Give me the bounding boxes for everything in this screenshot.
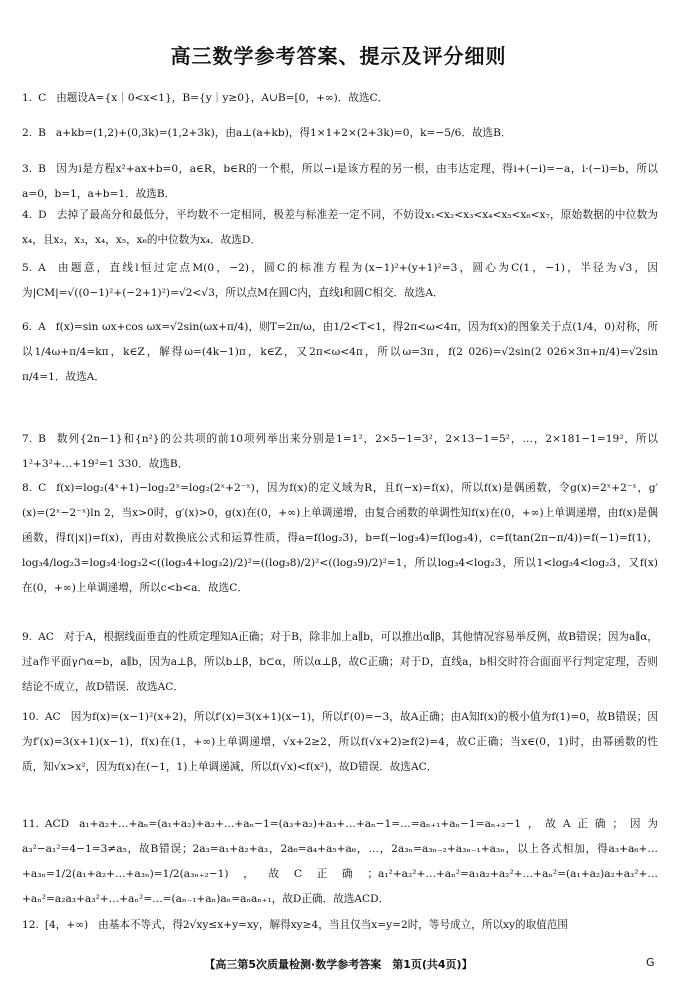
answer-item-3: [22, 157, 658, 207]
answer-item-5: [22, 256, 658, 306]
item-number: 7.: [22, 433, 33, 445]
page-title: 高三数学参考答案、提示及评分细则: [170, 44, 507, 68]
answer-item-10: [22, 705, 658, 780]
item-number: 12.: [22, 919, 39, 931]
item-number: 3.: [22, 163, 33, 175]
item-number: 8.: [22, 482, 33, 494]
item-explanation: 由题意，直线l恒过定点M(0，−2)，圆C的标准方程为(x−1)²+(y+1)²=3，圆心为C(1，−1)，半径为√3，因为|CM|=√((0−1)²+(−2+1)²)=√2<√3，所以点M在圆C内，直线l和圆C相交．故选A．: [22, 262, 658, 299]
item-answer: A: [38, 321, 46, 333]
item-explanation: f(x)=log₂(4ˣ+1)−log₂2ˣ=log₂(2ˣ+2⁻ˣ)，因为f(x)的定义域为R，且f(−x)=f(x)，所以f(x)是偶函数，令g(x)=2ˣ+2⁻ˣ，g′(x)=(2ˣ−2⁻ˣ)ln 2，当x>0时，g′(x)>0，g(x)在(0，+∞)上单调递增，由复合函数的单调性知f(x)在(0，+∞)上单调递增，由f(x)是偶函数，得f(|x|)=f(x)，再由对数换底公式和运算性质，得a=f(log₂3)，b=f(−log₃4)=f(log₃4)，c=f(tan(2π−π/4))=f(−1)=f(1)，log₃4/log₂3=log₃4·log₃2<((log₃4+log₃2)/2)²=((log₃8)/2)²<((log₃9)/2)²=1，所以log₃4<log₂3，所以1<log₃4<log₂3，又f(x)在(0，+∞)上单调递增，所以c<b<a．故选C．: [22, 482, 658, 594]
answer-item-8: [22, 476, 658, 601]
item-explanation: f(x)=sin ωx+cos ωx=√2sin(ωx+π/4)，则T=2π/ω，由1/2<T<1，得2π<ω<4π，因为f(x)的图象关于点(1/4，0)对称，所以1/4ω+π/4=kπ，k∈Z，解得ω=(4k−1)π，k∈Z，又2π<ω<4π，所以ω=3π，f(2 026)=√2sin(2 026×3π+π/4)=√2sin π/4=1．故选A．: [22, 321, 658, 383]
item-answer: B: [38, 433, 46, 445]
item-explanation: 由题设A={x｜0<x<1}，B={y｜y≥0}，A∪B=[0，+∞)．故选C．: [56, 92, 389, 104]
item-explanation: a₁+a₂+…+aₙ=(a₁+a₂)+a₂+…+aₙ−1=(a₃+a₂)+a₃+…+aₙ−1=…=aₙ₊₁+aₙ−1=aₙ₊₂−1，故A正确；因为a₃²−a₁²=4−1=3≠a₅，故B错误；2a₃=a₁+a₂+a₃，2a₆=a₄+a₅+a₆，…，2a₃ₙ=a₃ₙ₋₂+a₃ₙ₋₁+a₃ₙ，以上各式相加，得a₃+a₆+…+a₃ₙ=1/2(a₁+a₂+…+a₃ₙ)=1/2(a₃ₙ₊₂−1)，故C正确；a₁²+a₂²+…+aₙ²=a₁a₂+a₂²+…+aₙ²=(a₁+a₂)a₂+a₃²+…+aₙ²=a₂a₃+a₃²+…+aₙ²=…=(aₙ₋₁+aₙ)aₙ=aₙaₙ₊₁，故D正确．故选ACD．: [22, 818, 658, 905]
item-number: 1.: [22, 92, 33, 104]
answer-item-9: [22, 625, 658, 700]
item-answer: B: [38, 163, 46, 175]
footer-version-mark: G: [646, 956, 655, 969]
item-number: 9.: [22, 631, 33, 643]
item-explanation: 去掉了最高分和最低分，平均数不一定相同，极差与标准差一定不同，不妨设x₁<x₂<x₃<x₄<x₅<x₆<x₇，原始数据的中位数为x₄，且x₂，x₃，x₄，x₅，x₆的中位数为x₄．故选D．: [22, 209, 658, 246]
item-answer: AC: [44, 711, 61, 723]
answer-item-2: [22, 121, 658, 146]
answer-item-11: [22, 812, 658, 912]
item-number: 5.: [22, 262, 33, 274]
item-answer: C: [38, 482, 47, 494]
item-number: 4.: [22, 209, 33, 221]
item-explanation: 数列{2n−1}和{n²}的公共项的前10项列举出来分别是1=1²，2×5−1=3²，2×13−1=5²，…，2×181−1=19²，所以1²+3²+…+19²=1 330．故选B．: [22, 433, 658, 470]
item-explanation: a+kb=(1,2)+(0,3k)=(1,2+3k)，由a⊥(a+kb)，得1×1+2×(2+3k)=0，k=−5/6．故选B．: [55, 127, 512, 139]
item-number: 6.: [22, 321, 33, 333]
item-answer: ACD: [44, 818, 70, 830]
item-number: 11.: [22, 818, 39, 830]
item-answer: C: [38, 92, 47, 104]
item-answer: D: [38, 209, 47, 221]
item-explanation: 因为i是方程x²+ax+b=0，a∈R，b∈R的一个根，所以−i是该方程的另一根，由韦达定理，得i+(−i)=−a，i·(−i)=b，所以a=0，b=1，a+b=1．故选B．: [22, 163, 658, 200]
item-number: 2.: [22, 127, 33, 139]
answer-item-4: [22, 203, 658, 253]
item-answer: [4，+∞): [44, 919, 89, 931]
item-answer: A: [38, 262, 46, 274]
item-explanation: 因为f(x)=(x−1)²(x+2)，所以f′(x)=3(x+1)(x−1)，所以f′(0)=−3，故A正确；由A知f(x)的极小值为f(1)=0，故B错误；因为f′(x)=3(x+1)(x−1)，f(x)在(1，+∞)上单调递增，√x+2≥2，所以f(√x+2)≥f(2)=4，故C正确；当x∈(0，1)时，由幂函数的性质，知√x>x²，因为f(x)在(−1，1)上单调递减，所以f(√x)<f(x²)，故D错误．故选AC．: [22, 711, 658, 773]
answer-item-12: [22, 913, 658, 938]
answer-item-6: [22, 315, 658, 390]
page-footer: 【高三第5次质量检测·数学参考答案 第1页(共4页)】: [204, 958, 473, 971]
item-answer: B: [38, 127, 46, 139]
answer-item-7: [22, 427, 658, 477]
item-number: 10.: [22, 711, 39, 723]
item-answer: AC: [38, 631, 54, 643]
item-explanation: 由基本不等式，得2√xy≤x+y=xy，解得xy≥4，当且仅当x=y=2时，等号成立，所以xy的取值范围: [98, 919, 568, 931]
answer-item-1: [22, 86, 658, 111]
item-explanation: 对于A，根据线面垂直的性质定理知A正确；对于B，除非加上a∥b，可以推出α∥β，其他情况容易举反例，故B错误；因为a∥α，过a作平面γ∩α=b，a∥b，因为a⊥β，所以b⊥β，b⊂α，所以α⊥β，故C正确；对于D，直线a，b相交时符合面面平行判定定理，否则结论不成立，故D错误．故选AC．: [22, 631, 658, 693]
